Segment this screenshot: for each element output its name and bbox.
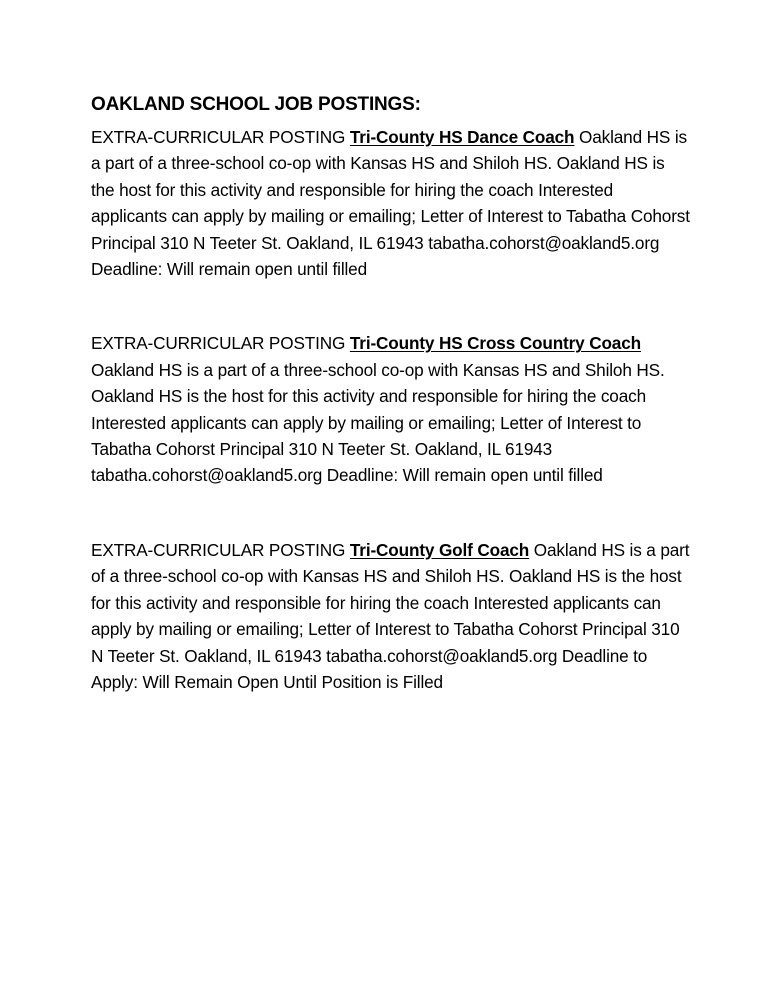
posting-body: Oakland HS is a part of a three-school co-op with Kansas HS and Shiloh HS. Oakland HS is the host for this activity and responsible for hiring the coach Interested applicants can apply by mailing or emailing; Letter of Interest to Tabatha Cohorst Principal 310 N Teeter St. Oakland, IL 61943 tabatha.cohorst@oakland5.org Deadline to Apply: Will Remain Open Until Position is Filled bbox=[91, 539, 690, 692]
job-posting-dance bbox=[91, 124, 691, 282]
job-title: Tri-County Golf Coach bbox=[349, 539, 530, 560]
job-posting-golf bbox=[91, 537, 691, 695]
job-posting-cross-country bbox=[91, 330, 691, 488]
page-title: OAKLAND SCHOOL JOB POSTINGS: bbox=[91, 94, 421, 115]
posting-body: Oakland HS is a part of a three-school co-op with Kansas HS and Shiloh HS. Oakland HS is the host for this activity and responsible for hiring the coach Interested applicants can apply by mailing or emailing; Letter of Interest to Tabatha Cohorst Principal 310 N Teeter St. Oakland, IL 61943 tabatha.cohorst@oakland5.org Deadline: Will remain open until filled bbox=[91, 127, 690, 280]
job-title: Tri-County HS Dance Coach bbox=[349, 127, 575, 147]
posting-prefix: EXTRA-CURRICULAR POSTING bbox=[91, 333, 346, 354]
job-title: Tri-County HS Cross Country Coach bbox=[349, 333, 641, 354]
posting-body: Oakland HS is a part of a three-school co-op with Kansas HS and Shiloh HS. Oakland HS is the host for this activity and responsible for hiring the coach Interested applicants can apply by mailing or emailing; Letter of Interest to Tabatha Cohorst Principal 310 N Teeter St. Oakland, IL 61943 tabatha.cohorst@oakland5.org Deadline: Will remain open until filled bbox=[91, 359, 665, 486]
posting-prefix: EXTRA-CURRICULAR POSTING bbox=[91, 539, 346, 560]
posting-prefix: EXTRA-CURRICULAR POSTING bbox=[91, 127, 346, 147]
document-page bbox=[91, 92, 691, 695]
